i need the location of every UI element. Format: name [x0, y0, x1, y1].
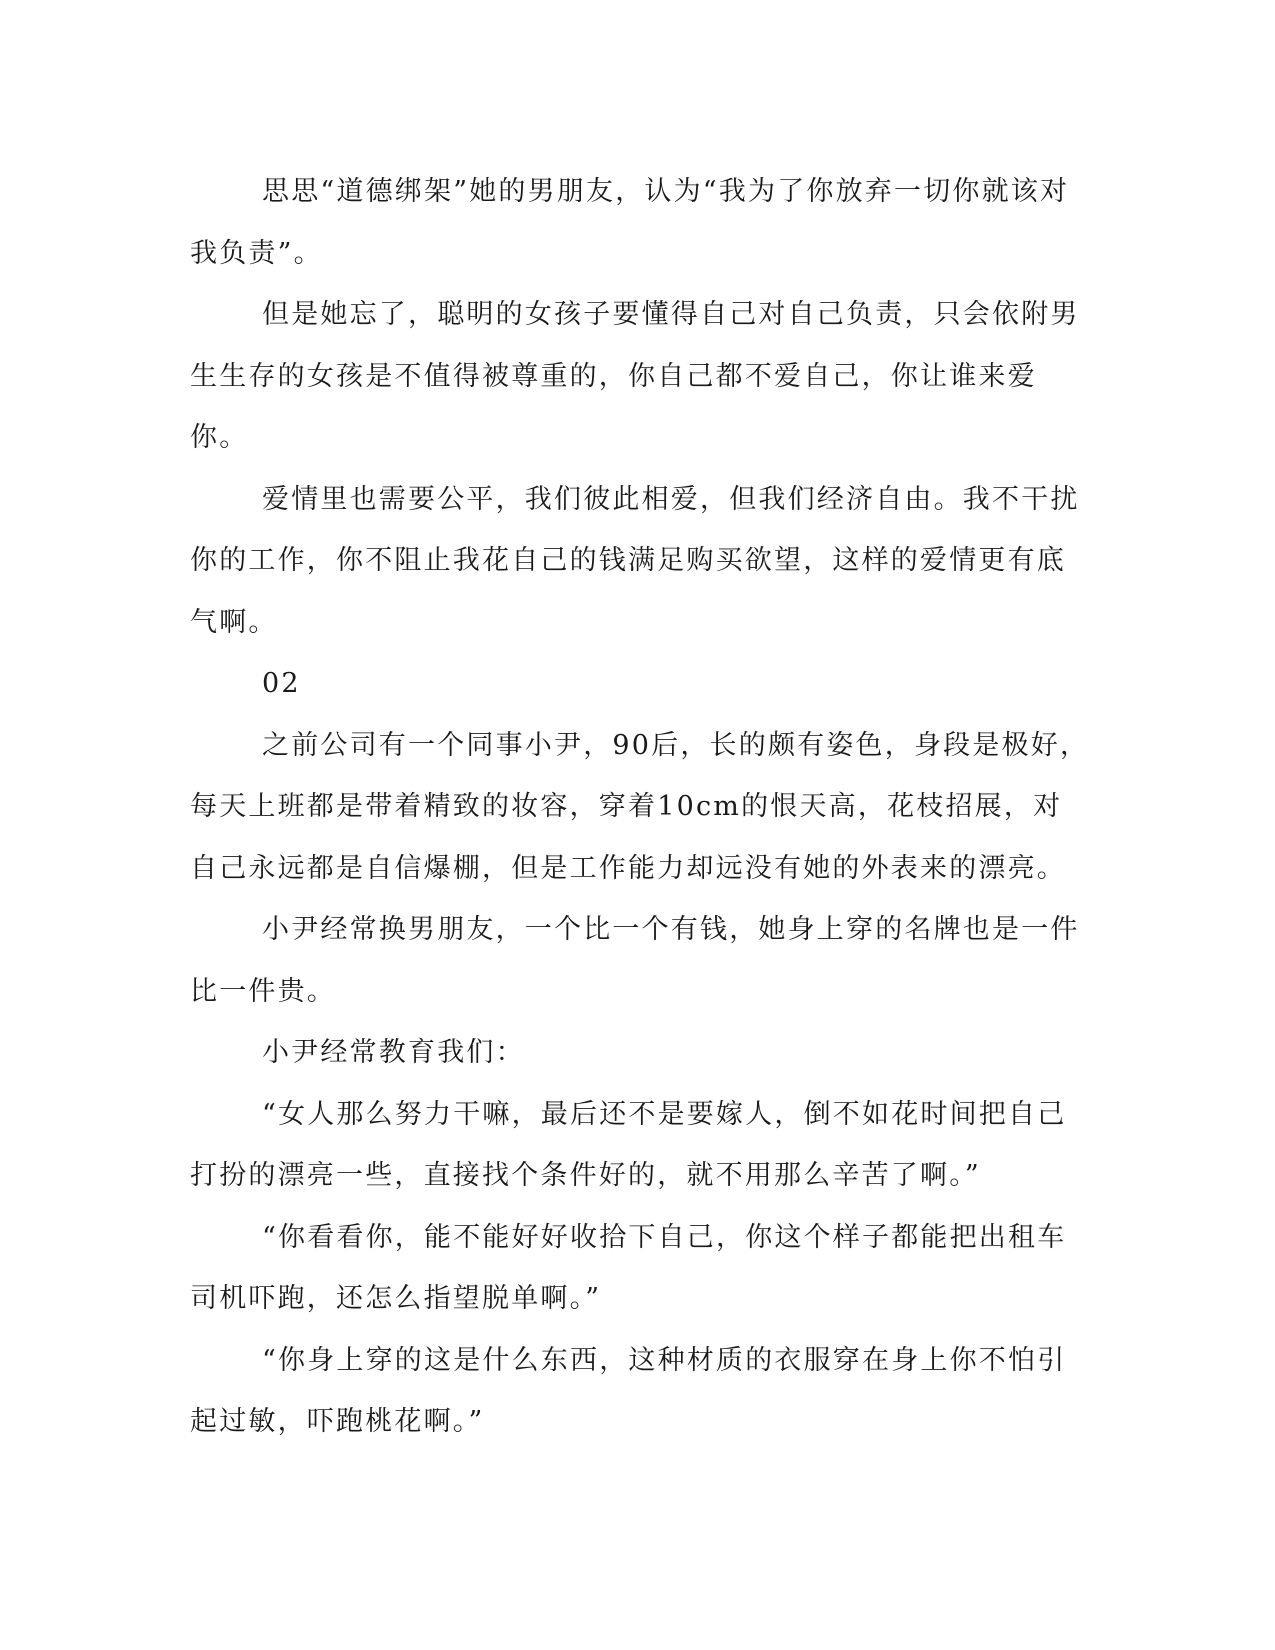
paragraph-4: 之前公司有一个同事小尹，90后，长的颇有姿色，身段是极好，每天上班都是带着精致的妆容，穿着10cm的恨天高，花枝招展，对自己永远都是自信爆棚，但是工作能力却远没有她的外表来的漂亮。 [190, 729, 1090, 884]
quote-1: “女人那么努力干嘛，最后还不是要嫁人，倒不如花时间把自己打扮的漂亮一些，直接找个条件好的，就不用那么辛苦了啊。” [190, 1098, 1067, 1191]
paragraph-2: 但是她忘了，聪明的女孩子要懂得自己对自己负责，只会依附男生生存的女孩是不值得被尊重的，你自己都不爱自己，你让谁来爱你。 [190, 299, 1080, 453]
quote-2: “你看看你，能不能好好收拾下自己，你这个样子都能把出租车司机吓跑，还怎么指望脱单啊。” [190, 1221, 1067, 1314]
paragraph-6: 小尹经常教育我们： [262, 1037, 525, 1068]
paragraph-5: 小尹经常换男朋友，一个比一个有钱，她身上穿的名牌也是一件比一件贵。 [190, 914, 1080, 1007]
quote-3: “你身上穿的这是什么东西，这种材质的衣服穿在身上你不怕引起过敏，吓跑桃花啊。” [190, 1344, 1067, 1437]
body-text [190, 161, 1090, 1453]
paragraph-1: 思思“道德绑架”她的男朋友，认为“我为了你放弃一切你就该对我负责”。 [190, 176, 1070, 269]
section-number: 02 [262, 668, 301, 699]
paragraph-3: 爱情里也需要公平，我们彼此相爱，但我们经济自由。我不干扰你的工作，你不阻止我花自己的钱满足购买欲望，这样的爱情更有底气啊。 [190, 483, 1080, 638]
